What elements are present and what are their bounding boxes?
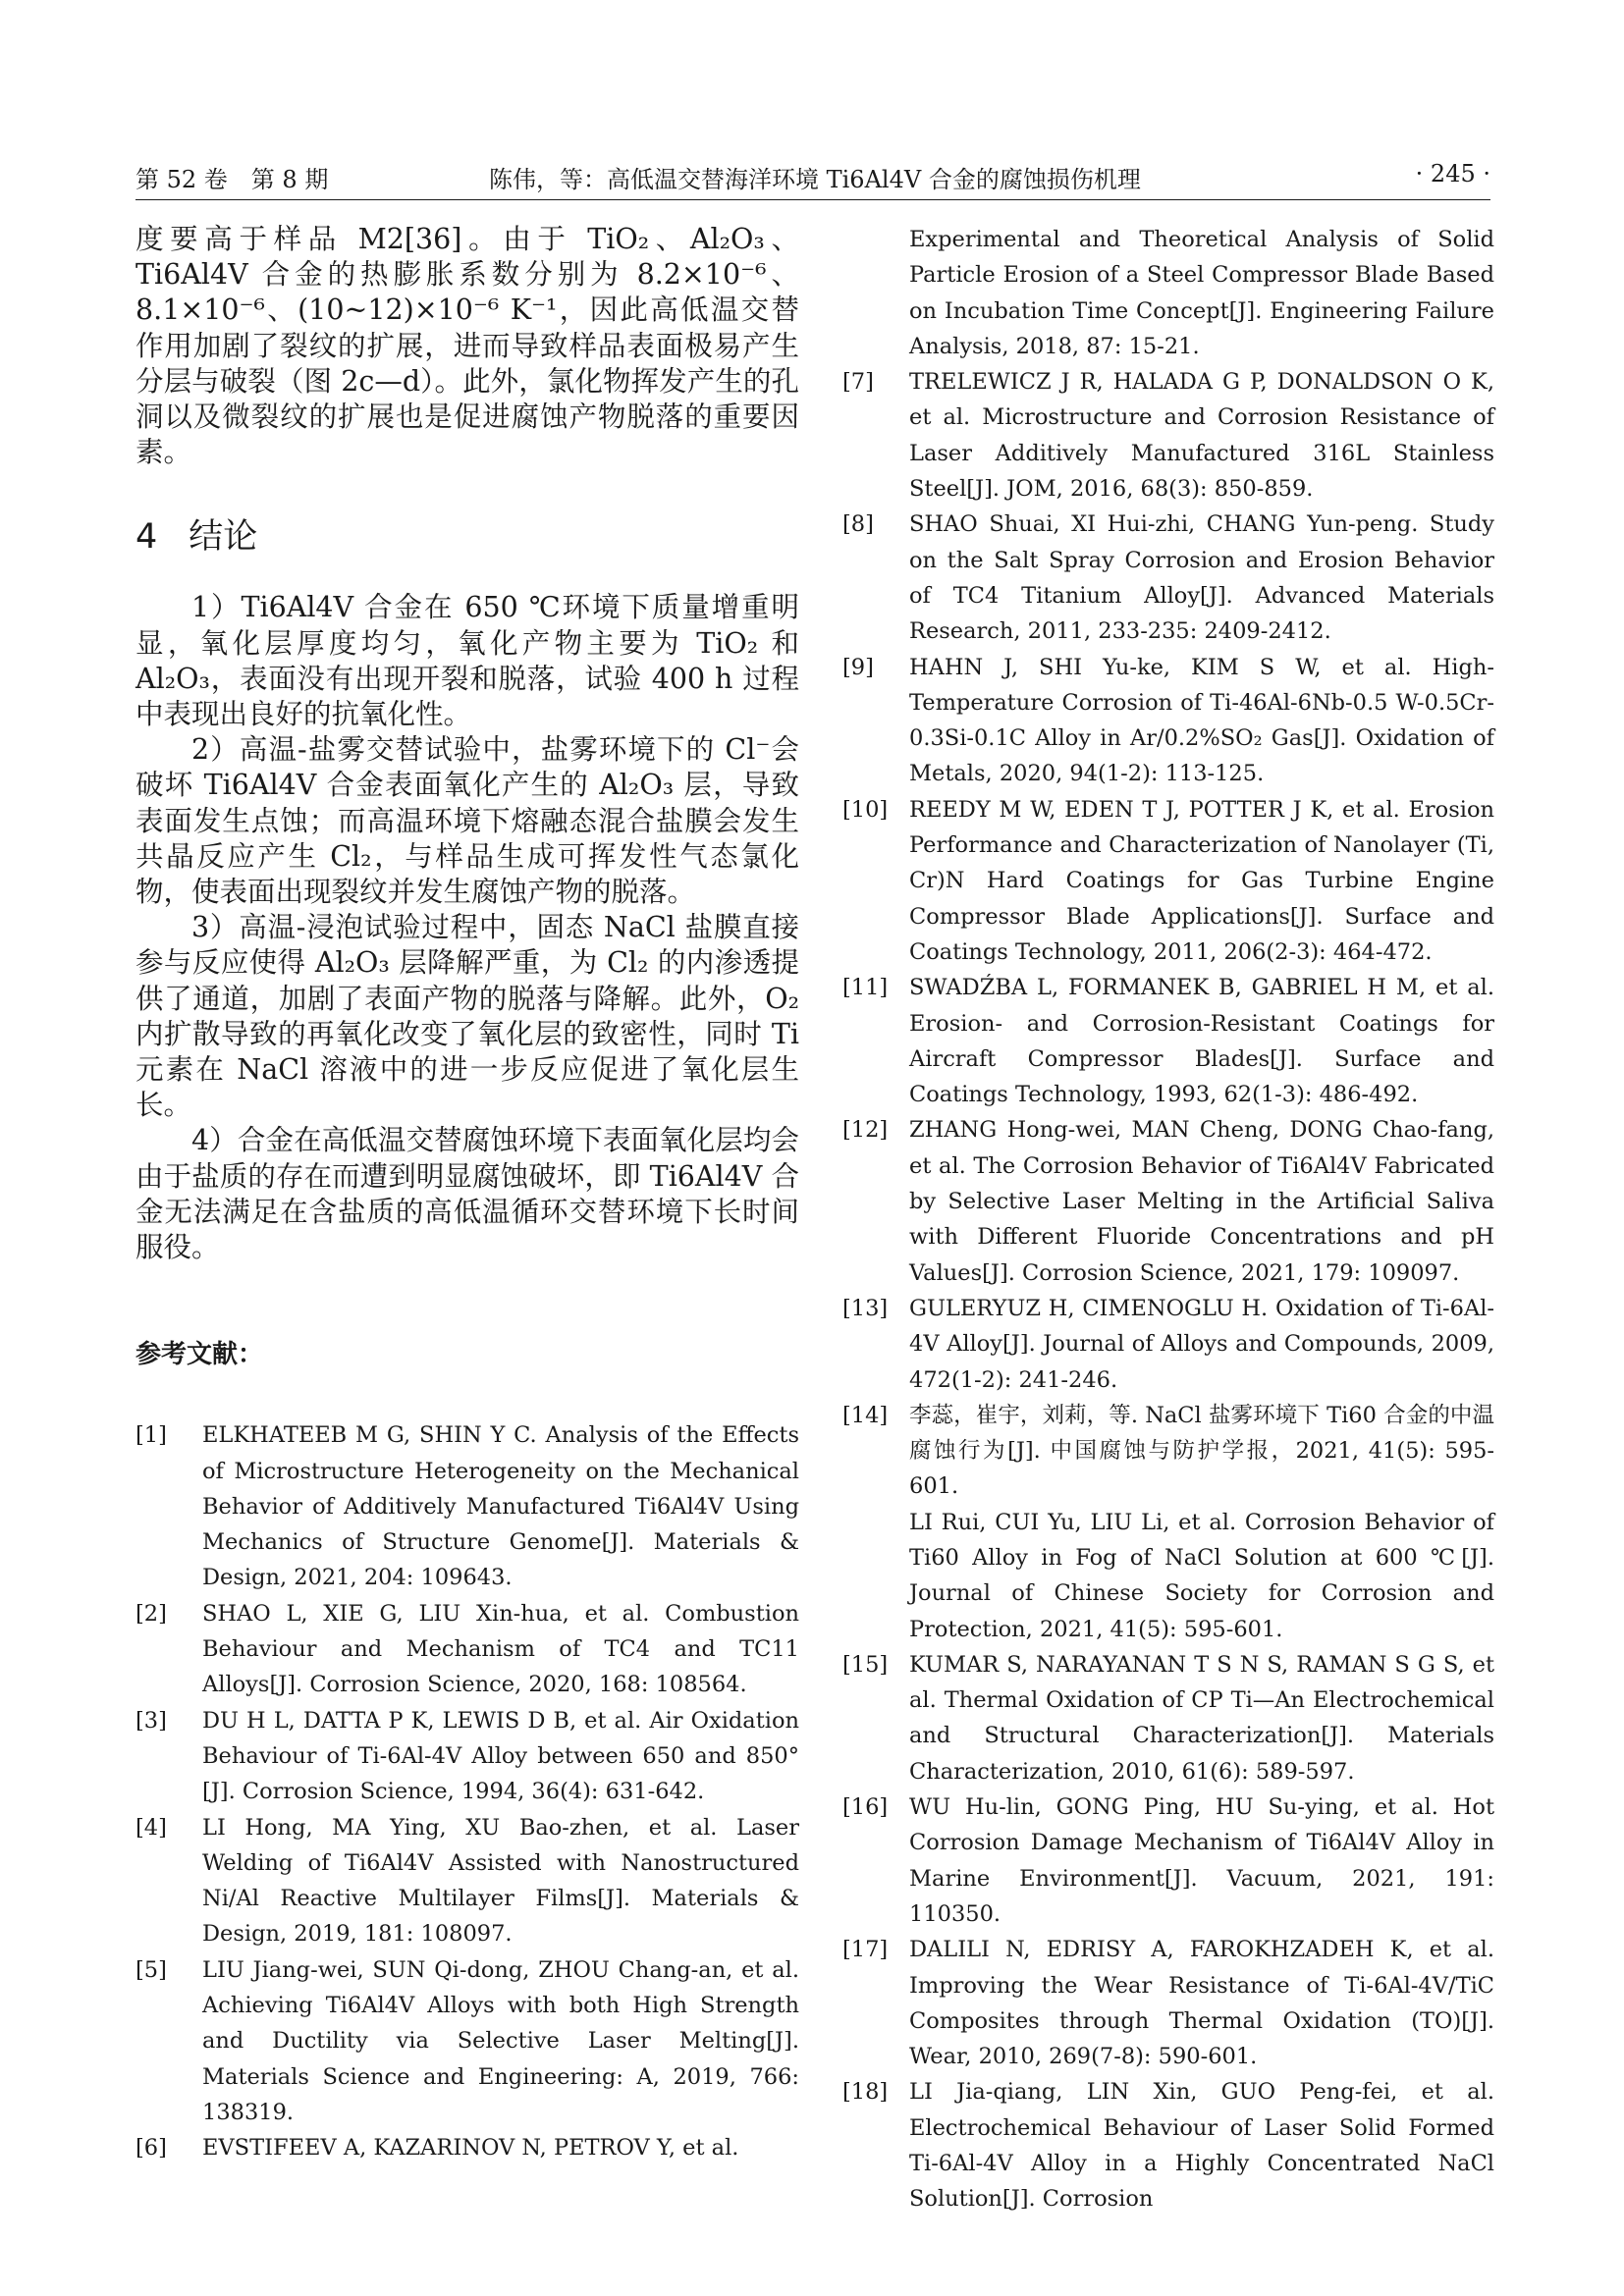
conclusion-paragraph: 3）高温-浸泡试验过程中，固态 NaCl 盐膜直接参与反应使得 Al₂O₃ 层降解严重，为 Cl₂ 的内渗透提供了通道，加剧了表面产物的脱落与降解。此外，O₂ 内扩散导致的再氧化改变了氧化层的致密性，同时 Ti 元素在 NaCl 溶液中的进一步反应促进了氧化层生长。 [135, 911, 799, 1122]
reference-text: SHAO L, XIE G, LIU Xin-hua, et al. Combustion Behaviour and Mechanism of TC4 and TC11 Alloys[J]. Corrosion Science, 2020, 168: 108564. [202, 1600, 799, 1698]
reference-number: [12] [842, 1117, 889, 1144]
reference-number: [6] [135, 2135, 167, 2162]
reference-number: [2] [135, 1600, 167, 1627]
reference-number: [16] [842, 1794, 889, 1821]
reference-item [842, 650, 1494, 792]
section-title: 结论 [189, 517, 258, 558]
conclusion-paragraph: 1）Ti6Al4V 合金在 650 ℃环境下质量增重明显，氧化层厚度均匀，氧化产物主要为 TiO₂ 和 Al₂O₃，表面没有出现开裂和脱落，试验 400 h 过程中表现出良好的抗氧化性。 [135, 591, 799, 731]
reference-number: [15] [842, 1651, 889, 1678]
reference-item [135, 1417, 799, 1595]
reference-text: TRELEWICZ J R, HALADA G P, DONALDSON O K, et al. Microstructure and Corrosion Resistance of Laser Additively Manufactured 316L Stainless Steel[J]. JOM, 2016, 68(3): 850-859. [909, 369, 1494, 503]
reference-item [135, 2130, 799, 2165]
header-divider [135, 199, 1490, 200]
reference-text: ZHANG Hong-wei, MAN Cheng, DONG Chao-fang, et al. The Corrosion Behavior of Ti6Al4V Fabricated by Selective Laser Melting in the Artificial Saliva with Different Fluoride Concentrations and pH Values[J]. Corrosion Science, 2021, 179: 109097. [909, 1117, 1494, 1286]
reference-list-left [135, 1417, 799, 2165]
reference-text: LIU Jiang-wei, SUN Qi-dong, ZHOU Chang-an, et al. Achieving Ti6Al4V Alloys with both High Strength and Ductility via Selective Laser Melting[J]. Materials Science and Engineering: A, 2019, 766: 138319. [202, 1956, 799, 2125]
reference-item [842, 364, 1494, 507]
intro-paragraph: 度要高于样品 M2[36]。由于 TiO₂、Al₂O₃、Ti6Al4V 合金的热膨胀系数分别为 8.2×10⁻⁶、8.1×10⁻⁶、(10~12)×10⁻⁶ K⁻¹，因此高低温交替作用加剧了裂纹的扩展，进而导致样品表面极易产生分层与破裂（图 2c—d）。此外，氯化物挥发产生的孔洞以及微裂纹的扩展也是促进腐蚀产物脱落的重要因素。 [135, 223, 799, 469]
reference-item [842, 1291, 1494, 1398]
reference-number: [10] [842, 796, 889, 823]
reference-number: [1] [135, 1422, 167, 1449]
reference-number: [4] [135, 1814, 167, 1841]
reference-text: DU H L, DATTA P K, LEWIS D B, et al. Air Oxidation Behaviour of Ti-6Al-4V Alloy between 650 and 850°[J]. Corrosion Science, 1994, 36(4): 631-642. [202, 1707, 799, 1805]
reference-item [842, 970, 1494, 1112]
section-heading [135, 515, 799, 559]
reference-text: DALILI N, EDRISY A, FAROKHZADEH K, et al. Improving the Wear Resistance of Ti-6Al-4V/TiC Composites through Thermal Oxidation (TO)[J]. Wear, 2010, 269(7-8): 590-601. [909, 1937, 1494, 2070]
reference-item [842, 1789, 1494, 1932]
reference-text: REEDY M W, EDEN T J, POTTER J K, et al. Erosion Performance and Characterization of Nanolayer (Ti, Cr)N Hard Coatings for Gas Turbine Engine Compressor Blade Applications[J]. Surface and Coatings Technology, 2011, 206(2-3): 464-472. [909, 796, 1494, 965]
reference-text: LI Jia-qiang, LIN Xin, GUO Peng-fei, et al. Electrochemical Behaviour of Laser Solid Formed Ti-6Al-4V Alloy in a Highly Concentrated NaCl Solution[J]. Corrosion [909, 2079, 1494, 2213]
reference-text: KUMAR S, NARAYANAN T S N S, RAMAN S G S, et al. Thermal Oxidation of CP Ti—An Electrochemical and Structural Characterization[J]. Materials Characterization, 2010, 61(6): 589-597. [909, 1651, 1494, 1785]
reference-text: SWADŹBA L, FORMANEK B, GABRIEL H M, et al. Erosion- and Corrosion-Resistant Coatings for Aircraft Compressor Blades[J]. Surface and Coatings Technology, 1993, 62(1-3): 486-492. [909, 975, 1494, 1108]
reference-item [135, 1703, 799, 1810]
reference-item [842, 1398, 1494, 1505]
reference-item [842, 2074, 1494, 2216]
reference-continuation: Experimental and Theoretical Analysis of Solid Particle Erosion of a Steel Compressor Blade Based on Incubation Time Concept[J]. Engineering Failure Analysis, 2018, 87: 15-21. [909, 227, 1494, 359]
conclusion-paragraph: 4）合金在高低温交替腐蚀环境下表面氧化层均会由于盐质的存在而遭到明显腐蚀破坏，即 Ti6Al4V 合金无法满足在含盐质的高低温循环交替环境下长时间服役。 [135, 1124, 799, 1264]
reference-item [135, 1810, 799, 1952]
reference-item [842, 1112, 1494, 1290]
reference-number: [18] [842, 2079, 889, 2106]
reference-item [842, 507, 1494, 649]
left-column [135, 222, 799, 2166]
reference-text: ELKHATEEB M G, SHIN Y C. Analysis of the Effects of Microstructure Heterogeneity on the Mechanical Behavior of Additively Manufactured Ti6Al4V Using Mechanics of Structure Genome[J]. Materials & Design, 2021, 204: 109643. [202, 1422, 799, 1591]
volume-issue: 第 52 卷 第 8 期 [135, 166, 329, 193]
reference-number: [3] [135, 1707, 167, 1734]
reference-text: SHAO Shuai, XI Hui-zhi, CHANG Yun-peng. Study on the Salt Spray Corrosion and Erosion Behavior of TC4 Titanium Alloy[J]. Advanced Materials Research, 2011, 233-235: 2409-2412. [909, 511, 1494, 645]
reference-number: [17] [842, 1937, 889, 1963]
page-number: · 245 · [1415, 160, 1490, 187]
reference-item [842, 792, 1494, 970]
running-header [135, 160, 1490, 199]
reference-text: LI Hong, MA Ying, XU Bao-zhen, et al. Laser Welding of Ti6Al4V Assisted with Nanostructured Ni/Al Reactive Multilayer Films[J]. Materials & Design, 2019, 181: 108097. [202, 1814, 799, 1948]
reference-text: GULERYUZ H, CIMENOGLU H. Oxidation of Ti-6Al-4V Alloy[J]. Journal of Alloys and Compounds, 2009, 472(1-2): 241-246. [909, 1295, 1494, 1393]
reference-text: EVSTIFEEV A, KAZARINOV N, PETROV Y, et al. [202, 2135, 739, 2162]
reference-number: [11] [842, 975, 889, 1001]
references-heading: 参考文献： [135, 1340, 264, 1370]
reference-list-right [842, 364, 1494, 2216]
reference-text: HAHN J, SHI Yu-ke, KIM S W, et al. High-Temperature Corrosion of Ti-46Al-6Nb-0.5 W-0.5Cr-0.3Si-0.1C Alloy in Ar/0.2%SO₂ Gas[J]. Oxidation of Metals, 2020, 94(1-2): 113-125. [909, 654, 1494, 787]
reference-item [842, 1647, 1494, 1789]
reference-item [135, 1952, 799, 2130]
reference-number: [8] [842, 511, 874, 538]
reference-number: [14] [842, 1402, 889, 1428]
reference-number: [13] [842, 1295, 889, 1321]
reference-number: [7] [842, 369, 874, 396]
reference-english-translation: LI Rui, CUI Yu, LIU Li, et al. Corrosion Behavior of Ti60 Alloy in Fog of NaCl Solution at 600 ℃[J]. Journal of Chinese Society for Corrosion and Protection, 2021, 41(5): 595-601. [909, 1509, 1494, 1642]
reference-number: [5] [135, 1956, 167, 1983]
reference-text: 李蕊，崔宇，刘莉，等. NaCl 盐雾环境下 Ti60 合金的中温腐蚀行为[J]. 中国腐蚀与防护学报，2021, 41(5): 595-601. [909, 1402, 1494, 1500]
running-title: 陈伟，等：高低温交替海洋环境 Ti6Al4V 合金的腐蚀损伤机理 [489, 166, 1141, 193]
reference-item [842, 1932, 1494, 2074]
reference-item [135, 1596, 799, 1703]
conclusion-paragraph: 2）高温-盐雾交替试验中，盐雾环境下的 Cl⁻会破坏 Ti6Al4V 合金表面氧化产生的 Al₂O₃ 层，导致表面发生点蚀；而高温环境下熔融态混合盐膜会发生共晶反应产生 Cl₂，与样品生成可挥发性气态氯化物，使表面出现裂纹并发生腐蚀产物的脱落。 [135, 733, 799, 909]
right-column [842, 222, 1494, 2217]
section-number: 4 [135, 517, 158, 558]
reference-number: [9] [842, 654, 874, 680]
reference-text: WU Hu-lin, GONG Ping, HU Su-ying, et al. Hot Corrosion Damage Mechanism of Ti6Al4V Alloy in Marine Environment[J]. Vacuum, 2021, 191: 110350. [909, 1794, 1494, 1927]
